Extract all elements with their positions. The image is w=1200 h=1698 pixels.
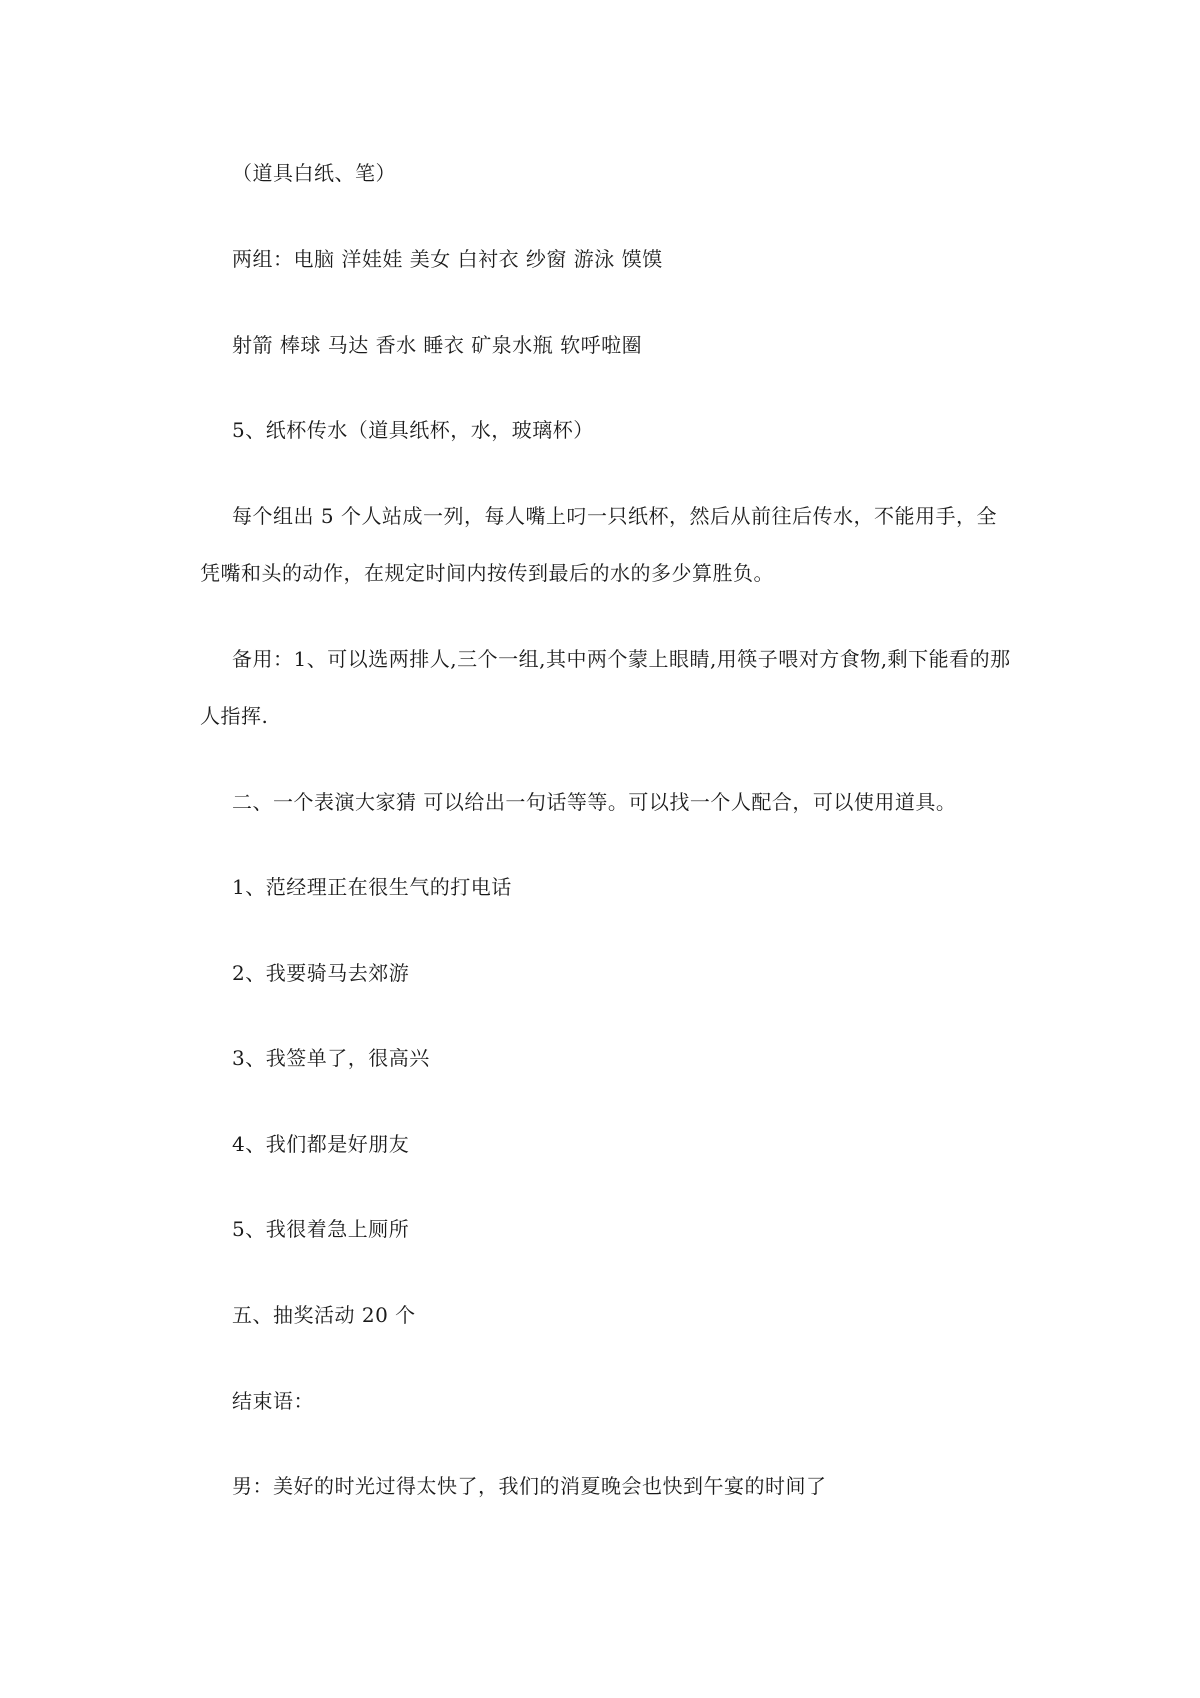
- two-groups-line-1: 两组：电脑 洋娃娃 美女 白衬衣 纱窗 游泳 馍馍: [232, 247, 663, 271]
- backup-line-1: 备用：1、可以选两排人,三个一组,其中两个蒙上眼睛,用筷子喂对方食物,剩下能看的那: [232, 647, 1011, 671]
- game5-desc-line-1: 每个组出 5 个人站成一列，每人嘴上叼一只纸杯，然后从前往后传水，不能用手，全: [232, 504, 997, 528]
- list-item-1: 1、范经理正在很生气的打电话: [232, 875, 512, 899]
- backup-line-2: 人指挥.: [200, 704, 269, 728]
- props-note: （道具白纸、笔）: [232, 161, 396, 185]
- two-groups-line-2: 射箭 棒球 马达 香水 睡衣 矿泉水瓶 软呼啦圈: [232, 333, 643, 357]
- game5-desc-line-2: 凭嘴和头的动作，在规定时间内按传到最后的水的多少算胜负。: [200, 561, 774, 585]
- section-two-title: 二、一个表演大家猜 可以给出一句话等等。可以找一个人配合，可以使用道具。: [232, 790, 957, 814]
- closing-male-line: 男：美好的时光过得太快了，我们的消夏晚会也快到午宴的时间了: [232, 1474, 827, 1498]
- section-five-title: 五、抽奖活动 20 个: [232, 1303, 416, 1327]
- list-item-2: 2、我要骑马去郊游: [232, 961, 410, 985]
- list-item-3: 3、我签单了，很高兴: [232, 1046, 430, 1070]
- list-item-5: 5、我很着急上厕所: [232, 1217, 410, 1241]
- list-item-4: 4、我们都是好朋友: [232, 1132, 410, 1156]
- game5-title: 5、纸杯传水（道具纸杯，水，玻璃杯）: [232, 418, 594, 442]
- closing-label: 结束语：: [232, 1389, 314, 1413]
